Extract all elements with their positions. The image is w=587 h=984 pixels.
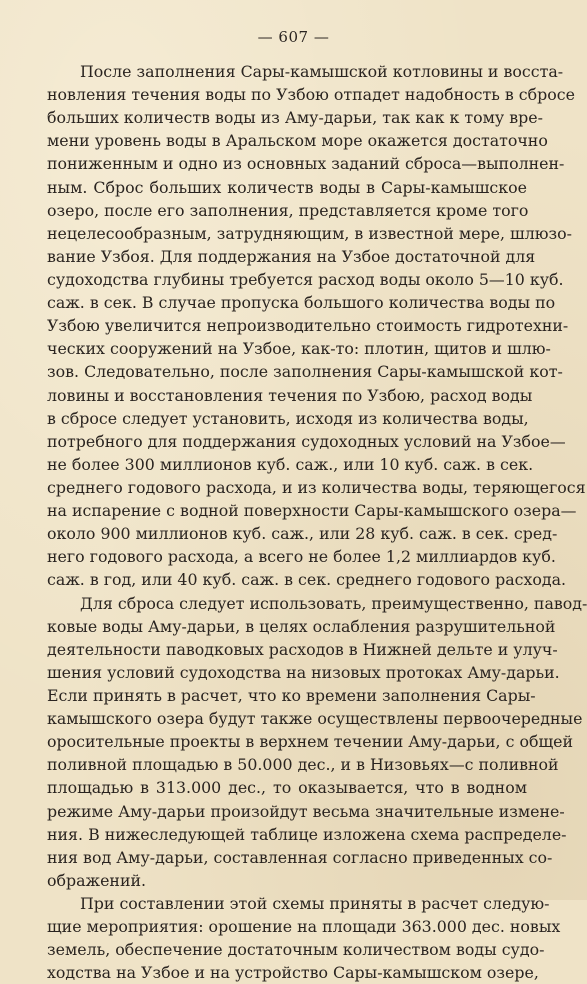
text-line: ловины и восстановления течения по Узбою, расход воды — [47, 385, 533, 405]
text-line: оросительные проекты в верхнем течении Аму-дарьи, с общей — [47, 732, 574, 752]
text-line: мени уровень воды в Аральском море окажется достаточно — [47, 131, 548, 151]
text-line: ным. Сброс больших количеств воды в Сары-камышское — [47, 177, 527, 197]
text-line: среднего годового расхода, и из количества воды, теряющегося — [47, 477, 586, 497]
text-line: около 900 миллионов куб. саж., или 28 куб. саж. в сек. сред- — [47, 524, 558, 544]
text-line: саж. в год, или 40 куб. саж. в сек. среднего годового расхода. — [47, 570, 567, 590]
text-line: шения условий судоходства на низовых протоках Аму-дарьи. — [47, 662, 560, 682]
text-line: После заполнения Сары-камышской котловины и восста- — [80, 62, 564, 81]
text-line: ческих сооружений на Узбое, как-то: плотин, щитов и шлю- — [47, 339, 551, 359]
text-line: новления течения воды по Узбою отпадет надобность в сбросе — [47, 85, 575, 105]
text-line: нецелесообразным, затрудняющим, в известной мере, шлюзо- — [47, 223, 572, 243]
paragraph — [47, 60, 586, 592]
paragraph — [47, 892, 561, 984]
text-line: ображений. — [47, 870, 147, 890]
text-line: зов. Следовательно, после заполнения Сары-камышской кот- — [47, 362, 563, 382]
text-line: него годового расхода, а всего не более 1,2 миллиардов куб. — [47, 547, 556, 567]
text-line: не более 300 миллионов куб. саж., или 10 куб. саж. в сек. — [47, 454, 534, 474]
text-line: Узбою увеличится непроизводительно стоимость гидротехни- — [47, 316, 569, 336]
text-line: ния вод Аму-дарьи, составленная согласно приведенных со- — [47, 847, 553, 867]
text-line: ходства на Узбое и на устройство Сары-камышском озере, — [47, 963, 539, 983]
text-line: деятельности паводковых расходов в Нижней дельте и улуч- — [47, 639, 558, 659]
text-line: камышского озера будут также осуществлены первоочередные — [47, 709, 583, 729]
text-line: потребного для поддержания судоходных условий на Узбое— — [47, 431, 566, 451]
text-line: режиме Аму-дарьи произойдут весьма значительные измене- — [47, 801, 565, 821]
text-line: Для сброса следует использовать, преимущественно, павод- — [80, 593, 587, 613]
text-line: ковые воды Аму-дарьи, в целях ослабления разрушительной — [47, 616, 556, 636]
text-line: на испарение с водной поверхности Сары-камышского озера— — [47, 501, 577, 521]
paragraph — [47, 592, 587, 892]
text-line: в сбросе следует установить, исходя из количества воды, — [47, 408, 529, 428]
text-line: саж. в сек. В случае пропуска большого количества воды по — [47, 293, 556, 313]
page-number: — 607 — — [257, 28, 330, 46]
body-text — [47, 60, 587, 984]
text-line: судоходства глубины требуется расход воды около 5—10 куб. — [47, 269, 564, 289]
text-line: вание Узбоя. Для поддержания на Узбое достаточной для — [47, 246, 536, 266]
text-line: больших количеств воды из Аму-дарьи, так как к тому вре- — [47, 108, 543, 128]
text-line: При составлении этой схемы приняты в расчет следую- — [80, 893, 550, 913]
text-line: озеро, после его заполнения, представляется кроме того — [47, 200, 529, 220]
text-line: ния. В нижеследующей таблице изложена схема распределе- — [47, 824, 567, 844]
text-line: площадью в 313.000 дес., то оказывается, что в водном — [47, 778, 527, 798]
text-line: щие мероприятия: орошение на площади 363.000 дес. новых — [47, 917, 561, 937]
text-line: пониженным и одно из основных заданий сброса—выполнен- — [47, 154, 565, 174]
text-line: поливной площадью в 50.000 дес., и в Низовьях—с поливной — [47, 755, 559, 775]
text-line: Если принять в расчет, что ко времени заполнения Сары- — [47, 685, 536, 705]
text-line: земель, обеспечение достаточным количеством воды судо- — [47, 940, 545, 960]
